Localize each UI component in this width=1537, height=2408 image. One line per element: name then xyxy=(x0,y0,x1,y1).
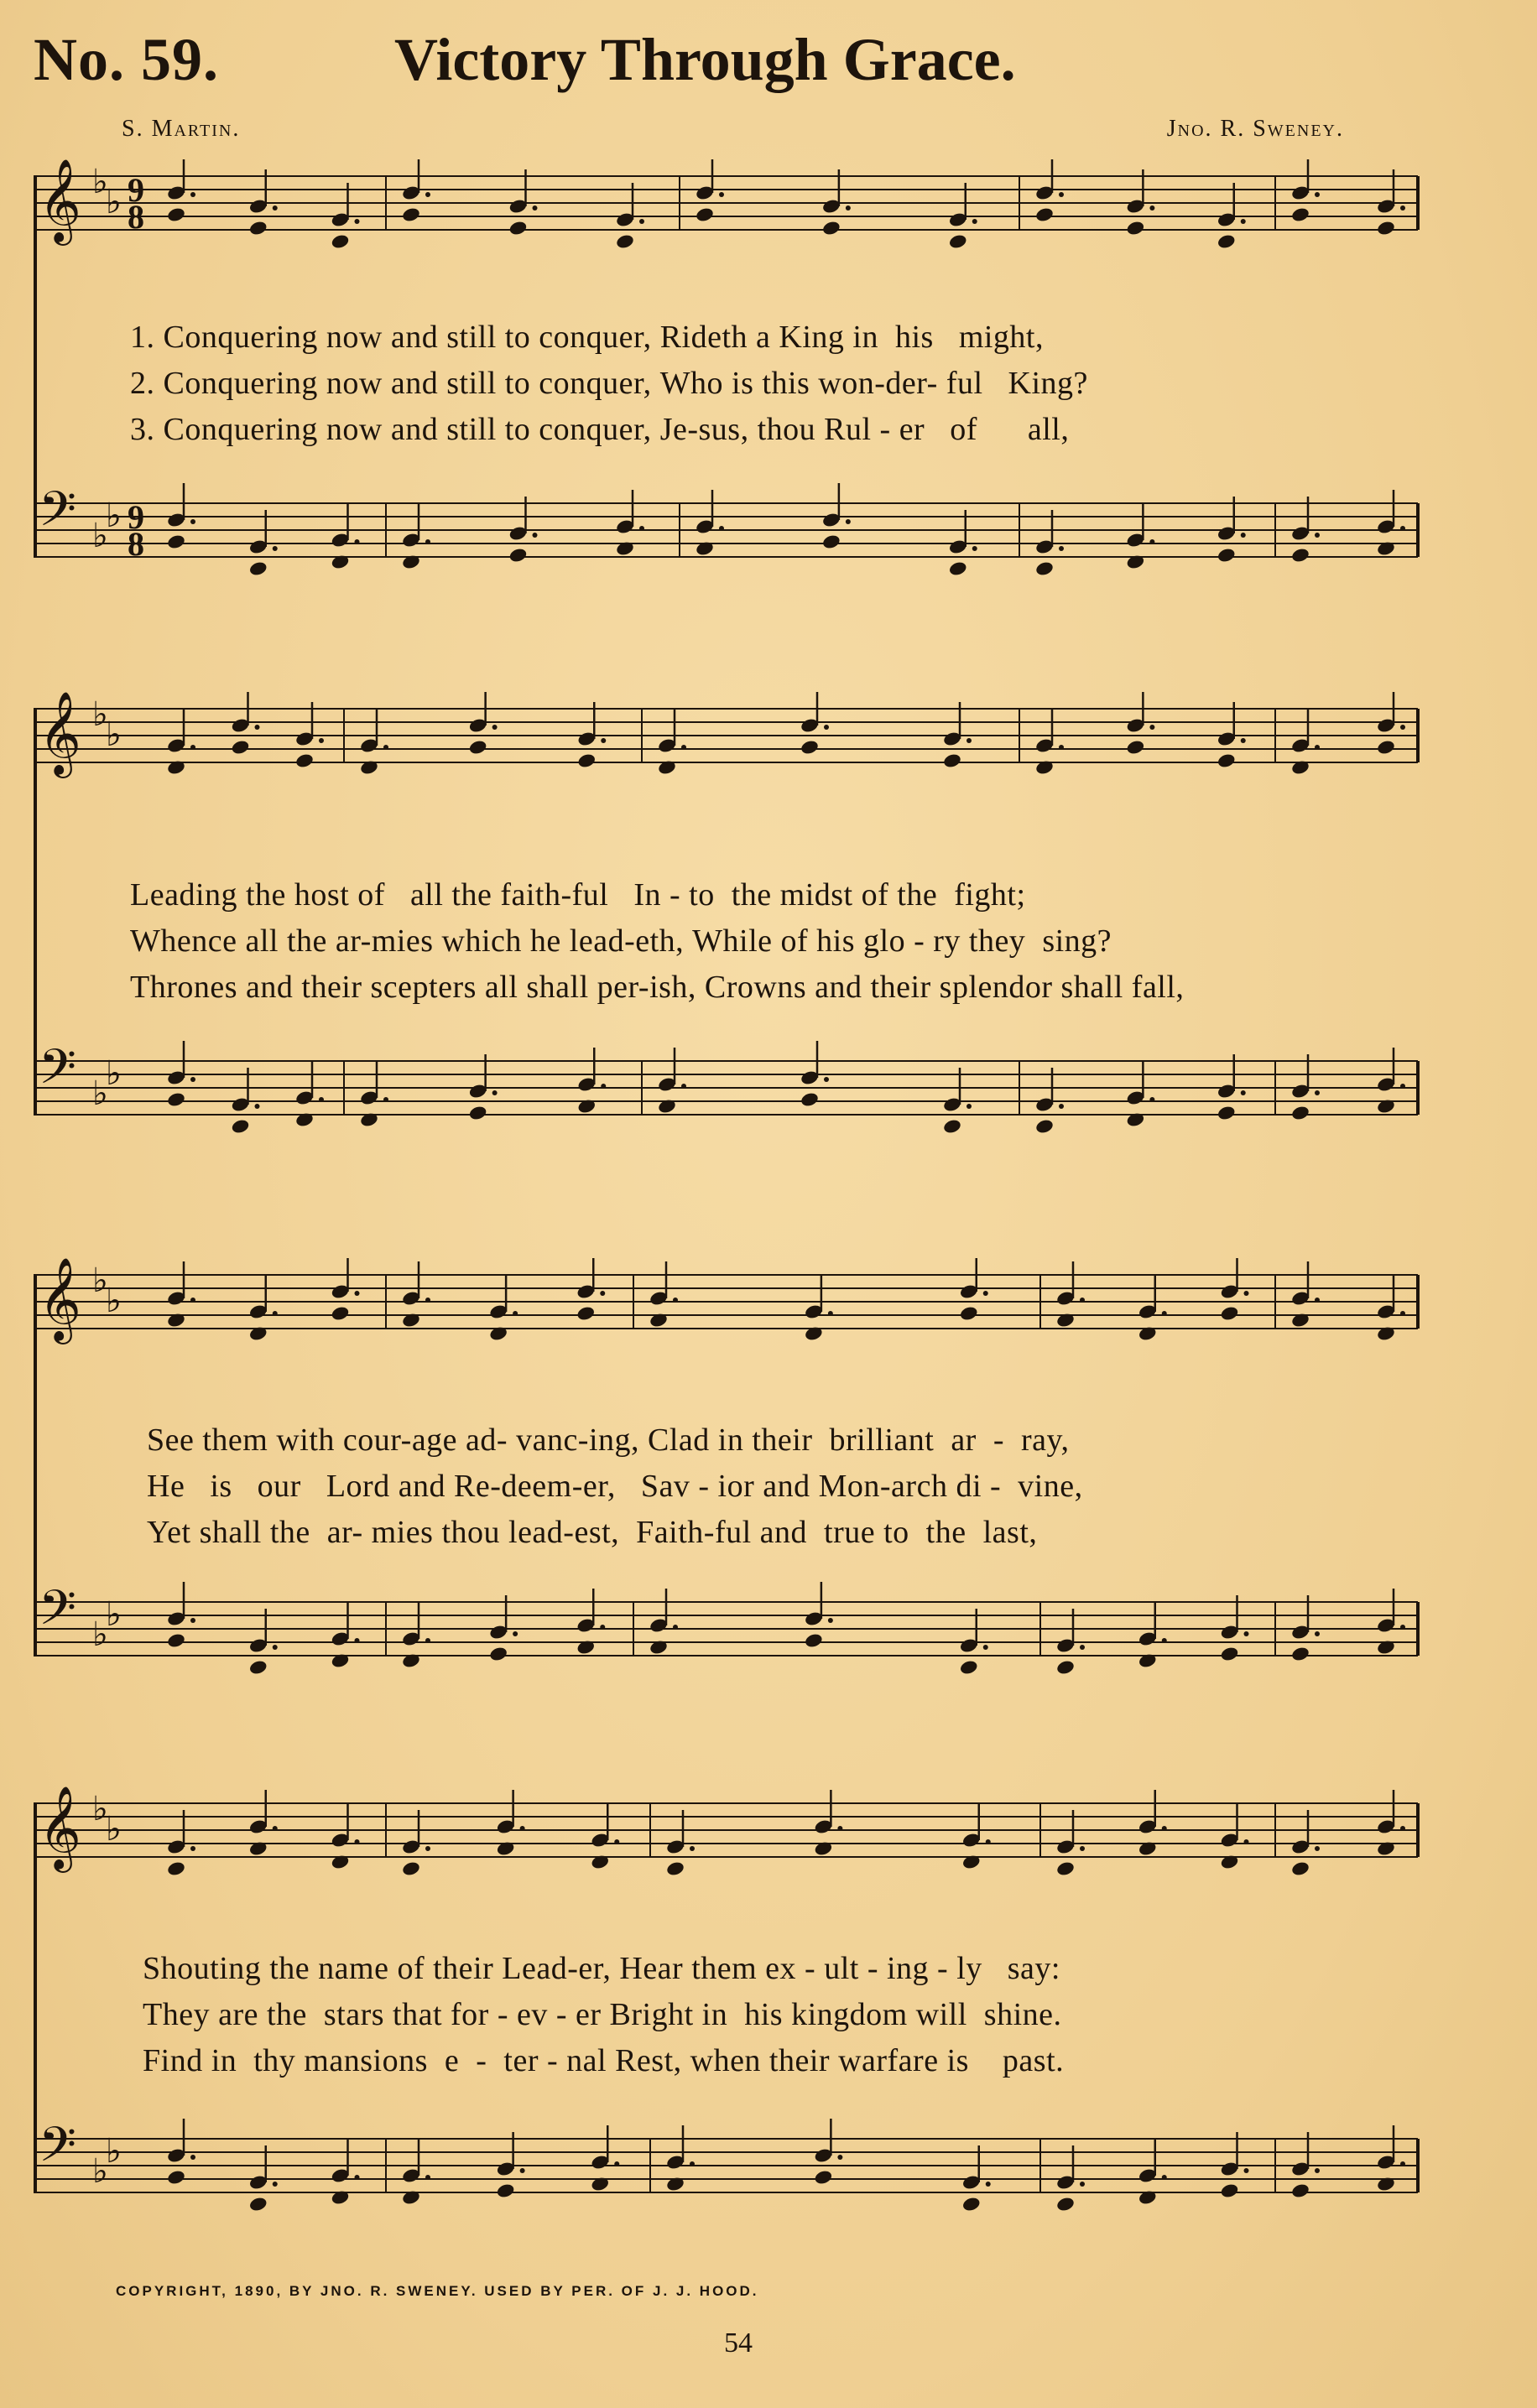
bass-notehead xyxy=(166,1091,186,1108)
bass-dot xyxy=(1162,1638,1167,1643)
treble-staff-lines xyxy=(34,176,1418,230)
treble-notehead xyxy=(1290,1860,1310,1877)
bass-dot xyxy=(425,1638,430,1643)
bass-notehead xyxy=(1217,1105,1237,1121)
bass-dot xyxy=(1162,2175,1167,2180)
bass-notehead xyxy=(1034,560,1055,577)
bass-dot xyxy=(1241,533,1246,538)
bass-dot xyxy=(492,1090,498,1095)
bass-dot xyxy=(190,2155,195,2160)
bass-dot xyxy=(1315,1090,1320,1095)
bass-notehead xyxy=(166,1632,186,1649)
treble-clef-icon: 𝄞 xyxy=(39,1258,81,1341)
verse-1-line: Leading the host of all the faith-ful In - to the midst of the fight; xyxy=(130,877,1026,913)
flat-icon: ♭ xyxy=(106,715,122,754)
treble-dot xyxy=(1241,738,1246,743)
bass-dot xyxy=(1080,2182,1085,2187)
flat-icon: ♭ xyxy=(106,1810,122,1849)
treble-staff-lines xyxy=(34,1803,1418,1857)
hymn-title: Victory Through Grace. xyxy=(394,26,1016,93)
treble-notehead xyxy=(1290,206,1310,223)
treble-dot xyxy=(1149,205,1154,211)
treble-dot xyxy=(986,1839,991,1844)
bass-dot xyxy=(520,2168,525,2173)
lyrics-system-3 xyxy=(147,1417,1083,1556)
flat-icon: ♭ xyxy=(92,695,108,734)
bass-notehead xyxy=(804,1632,824,1649)
treble-dot xyxy=(355,1839,360,1844)
treble-notehead xyxy=(695,206,715,223)
composer-credit: Jno. R. Sweney. xyxy=(1166,116,1344,142)
bass-dot xyxy=(601,1084,606,1089)
treble-dot xyxy=(681,745,686,750)
bass-dot xyxy=(1059,1104,1064,1109)
bass-clef-icon: 𝄢 xyxy=(39,2116,77,2185)
bass-dot xyxy=(1059,546,1064,551)
treble-dot xyxy=(355,219,360,224)
verse-3-line: Thrones and their scepters all shall per-ish, Crowns and their splendor shall fall, xyxy=(130,970,1185,1005)
verse-3-line: 3. Conquering now and still to conquer, Je-sus, thou Rul - er of all, xyxy=(130,412,1070,447)
bass-dot xyxy=(255,1104,260,1109)
treble-notehead xyxy=(166,206,186,223)
bass-clef-icon: 𝄢 xyxy=(39,1038,77,1107)
hymn-number: No. 59. xyxy=(34,26,219,93)
bass-dot xyxy=(690,2161,695,2166)
bass-dot xyxy=(986,2182,991,2187)
bass-notehead xyxy=(1290,1105,1310,1121)
bass-notehead xyxy=(468,1105,488,1121)
treble-notehead xyxy=(1217,233,1237,250)
treble-notehead xyxy=(401,206,421,223)
bass-dot xyxy=(1149,1097,1154,1102)
bass-dot xyxy=(1080,1645,1085,1650)
bass-notehead xyxy=(508,547,529,564)
treble-notehead xyxy=(1126,220,1146,237)
bass-staff-lines xyxy=(34,1602,1418,1656)
bass-notehead xyxy=(488,1646,508,1662)
bass-dot xyxy=(319,1097,324,1102)
flat-icon: ♭ xyxy=(106,1595,122,1634)
music-system-4 xyxy=(34,1786,1426,2265)
treble-dot xyxy=(1149,725,1154,730)
treble-dot xyxy=(690,1846,695,1851)
verse-2-line: He is our Lord and Re-deem-er, Sav - ior and Mon-arch di - vine, xyxy=(147,1469,1083,1504)
bass-dot xyxy=(1400,526,1405,531)
treble-dot xyxy=(1059,745,1064,750)
bass-notehead xyxy=(800,1091,820,1108)
treble-dot xyxy=(273,1311,278,1316)
flat-icon: ♭ xyxy=(92,517,108,555)
bass-notehead xyxy=(1217,547,1237,564)
lyricist-credit: S. Martin. xyxy=(122,116,241,142)
treble-notehead xyxy=(821,220,841,237)
bass-dot xyxy=(614,2161,619,2166)
verse-3-line: Yet shall the ar- mies thou lead-est, Faith-ful and true to the last, xyxy=(147,1515,1038,1550)
treble-dot xyxy=(513,1311,518,1316)
bass-dot xyxy=(1400,2161,1405,2166)
time-signature-bottom: 8 xyxy=(128,525,144,563)
treble-dot xyxy=(1400,1311,1405,1316)
treble-notehead xyxy=(1034,206,1055,223)
bass-notehead xyxy=(231,1118,251,1135)
treble-dot xyxy=(1080,1846,1085,1851)
treble-notehead xyxy=(508,220,529,237)
treble-notehead xyxy=(576,1305,596,1322)
bass-notehead xyxy=(248,2196,268,2213)
music-system-2 xyxy=(34,692,1426,1195)
verse-2-line: Whence all the ar-mies which he lead-eth, While of his glo - ry they sing? xyxy=(130,923,1112,959)
treble-dot xyxy=(601,738,606,743)
bass-notehead xyxy=(1220,2182,1240,2199)
bass-dot xyxy=(1315,533,1320,538)
bass-dot xyxy=(824,1077,829,1082)
music-system-1 xyxy=(34,159,1426,629)
flat-icon: ♭ xyxy=(106,183,122,221)
lyrics-system-4 xyxy=(143,1946,1064,2084)
treble-dot xyxy=(355,1291,360,1296)
treble-notehead xyxy=(1126,739,1146,756)
lyrics-system-2 xyxy=(130,872,1184,1011)
music-system-3 xyxy=(34,1258,1426,1728)
treble-dot xyxy=(846,205,851,211)
flat-icon: ♭ xyxy=(92,163,108,201)
treble-dot xyxy=(1241,219,1246,224)
treble-dot xyxy=(1244,1839,1249,1844)
bass-notehead xyxy=(1220,1646,1240,1662)
treble-notehead xyxy=(665,1860,685,1877)
bass-notehead xyxy=(248,1659,268,1676)
bass-notehead xyxy=(1055,2196,1076,2213)
verse-1-line: See them with cour-age ad- vanc-ing, Clad in their brilliant ar - ray, xyxy=(147,1422,1070,1458)
verse-2-line: They are the stars that for - ev - er Bright in his kingdom will shine. xyxy=(143,1997,1062,2032)
lyrics-system-1 xyxy=(130,315,1088,453)
bass-dot xyxy=(533,533,538,538)
bass-dot xyxy=(1400,1625,1405,1630)
treble-dot xyxy=(425,1298,430,1303)
flat-icon: ♭ xyxy=(92,1261,108,1300)
treble-dot xyxy=(520,1826,525,1831)
bass-dot xyxy=(1315,1631,1320,1636)
treble-dot xyxy=(828,1311,833,1316)
bass-dot xyxy=(1244,1631,1249,1636)
treble-dot xyxy=(425,192,430,197)
treble-clef-icon: 𝄞 xyxy=(39,159,81,242)
treble-dot xyxy=(673,1298,678,1303)
bass-dot xyxy=(513,1631,518,1636)
treble-clef-icon: 𝄞 xyxy=(39,692,81,775)
bass-staff-lines xyxy=(34,503,1418,557)
bass-notehead xyxy=(814,2169,834,2186)
bass-notehead xyxy=(959,1659,979,1676)
bass-dot xyxy=(983,1645,988,1650)
bass-dot xyxy=(273,546,278,551)
flat-icon: ♭ xyxy=(92,1790,108,1828)
treble-dot xyxy=(1400,1826,1405,1831)
treble-dot xyxy=(1162,1311,1167,1316)
bass-notehead xyxy=(1055,1659,1076,1676)
treble-notehead xyxy=(959,1305,979,1322)
bass-dot xyxy=(600,1625,605,1630)
treble-notehead xyxy=(231,739,251,756)
bass-notehead xyxy=(948,560,968,577)
bass-dot xyxy=(828,1618,833,1623)
bass-dot xyxy=(273,2182,278,2187)
treble-dot xyxy=(255,725,260,730)
treble-staff-lines xyxy=(34,709,1418,762)
bass-dot xyxy=(972,546,977,551)
flat-icon: ♭ xyxy=(106,2132,122,2171)
flat-icon: ♭ xyxy=(92,2152,108,2191)
treble-notehead xyxy=(401,1860,421,1877)
treble-dot xyxy=(966,738,972,743)
flat-icon: ♭ xyxy=(106,1054,122,1093)
treble-notehead xyxy=(294,752,315,769)
bass-dot xyxy=(190,519,195,524)
verse-2-line: 2. Conquering now and still to conquer, Who is this won-der- ful King? xyxy=(130,366,1088,401)
bass-dot xyxy=(1241,1090,1246,1095)
treble-dot xyxy=(1080,1298,1085,1303)
treble-clef-icon: 𝄞 xyxy=(39,1786,81,1870)
flat-icon: ♭ xyxy=(106,1282,122,1320)
bass-dot xyxy=(273,1645,278,1650)
bass-dot xyxy=(355,2175,360,2180)
treble-notehead xyxy=(166,1860,186,1877)
treble-dot xyxy=(1315,192,1320,197)
bass-notehead xyxy=(248,560,268,577)
copyright-notice: COPYRIGHT, 1890, BY JNO. R. SWENEY. USED BY PER. OF J. J. HOOD. xyxy=(116,2283,759,2299)
treble-dot xyxy=(425,1846,430,1851)
time-signature-bottom: 8 xyxy=(128,198,144,236)
bass-dot xyxy=(425,2175,430,2180)
bass-dot xyxy=(966,1104,972,1109)
treble-notehead xyxy=(331,233,351,250)
flat-icon: ♭ xyxy=(106,497,122,535)
bass-dot xyxy=(1149,539,1154,544)
treble-staff-lines xyxy=(34,1275,1418,1329)
treble-dot xyxy=(614,1839,619,1844)
treble-dot xyxy=(383,745,388,750)
verse-1-line: Shouting the name of their Lead-er, Hear them ex - ult - ing - ly say: xyxy=(143,1951,1060,1986)
treble-dot xyxy=(1059,192,1064,197)
bass-staff-lines xyxy=(34,2139,1418,2192)
treble-notehead xyxy=(800,739,820,756)
bass-notehead xyxy=(496,2182,516,2199)
bass-dot xyxy=(383,1097,388,1102)
bass-notehead xyxy=(821,533,841,550)
bass-dot xyxy=(846,519,851,524)
verse-3-line: Find in thy mansions e - ter - nal Rest, when their warfare is past. xyxy=(143,2043,1065,2078)
treble-notehead xyxy=(942,752,962,769)
bass-notehead xyxy=(961,2196,982,2213)
time-signature-top: 9 xyxy=(128,171,144,209)
treble-notehead xyxy=(948,233,968,250)
flat-icon: ♭ xyxy=(92,1615,108,1654)
bass-dot xyxy=(1400,1084,1405,1089)
bass-dot xyxy=(190,1077,195,1082)
treble-dot xyxy=(319,738,324,743)
bass-notehead xyxy=(1290,547,1310,564)
treble-notehead xyxy=(331,1305,351,1322)
verse-1-line: 1. Conquering now and still to conquer, Rideth a King in his might, xyxy=(130,320,1044,355)
bass-clef-icon: 𝄢 xyxy=(39,1579,77,1648)
treble-notehead xyxy=(1055,1860,1076,1877)
flat-icon: ♭ xyxy=(92,1074,108,1113)
bass-dot xyxy=(190,1618,195,1623)
treble-notehead xyxy=(248,220,268,237)
bass-notehead xyxy=(1034,1118,1055,1135)
bass-clef-icon: 𝄢 xyxy=(39,481,77,549)
treble-dot xyxy=(190,745,195,750)
bass-dot xyxy=(1244,2168,1249,2173)
treble-dot xyxy=(533,205,538,211)
treble-notehead xyxy=(1217,752,1237,769)
bass-dot xyxy=(1315,2168,1320,2173)
bass-dot xyxy=(425,539,430,544)
bass-notehead xyxy=(166,2169,186,2186)
treble-dot xyxy=(273,205,278,211)
treble-notehead xyxy=(1376,739,1396,756)
treble-dot xyxy=(190,1298,195,1303)
treble-notehead xyxy=(1376,220,1396,237)
time-signature-top: 9 xyxy=(128,498,144,536)
treble-dot xyxy=(600,1291,605,1296)
treble-dot xyxy=(983,1291,988,1296)
treble-dot xyxy=(1315,1846,1320,1851)
treble-dot xyxy=(719,192,724,197)
treble-dot xyxy=(1315,745,1320,750)
page-number: 54 xyxy=(724,2327,753,2359)
treble-dot xyxy=(824,725,829,730)
treble-dot xyxy=(1162,1826,1167,1831)
treble-dot xyxy=(1244,1291,1249,1296)
bass-dot xyxy=(673,1625,678,1630)
bass-dot xyxy=(355,1638,360,1643)
treble-notehead xyxy=(1220,1305,1240,1322)
bass-dot xyxy=(639,526,644,531)
treble-dot xyxy=(273,1826,278,1831)
treble-dot xyxy=(190,192,195,197)
treble-dot xyxy=(837,1826,842,1831)
treble-dot xyxy=(1400,205,1405,211)
treble-notehead xyxy=(615,233,635,250)
bass-dot xyxy=(719,526,724,531)
treble-dot xyxy=(190,1846,195,1851)
bass-notehead xyxy=(1290,2182,1310,2199)
bass-dot xyxy=(681,1084,686,1089)
treble-dot xyxy=(1400,725,1405,730)
treble-notehead xyxy=(468,739,488,756)
treble-dot xyxy=(639,219,644,224)
treble-notehead xyxy=(576,752,597,769)
bass-dot xyxy=(355,539,360,544)
treble-dot xyxy=(1315,1298,1320,1303)
bass-notehead xyxy=(166,533,186,550)
bass-dot xyxy=(837,2155,842,2160)
bass-notehead xyxy=(942,1118,962,1135)
treble-dot xyxy=(492,725,498,730)
bass-notehead xyxy=(1290,1646,1310,1662)
treble-dot xyxy=(972,219,977,224)
